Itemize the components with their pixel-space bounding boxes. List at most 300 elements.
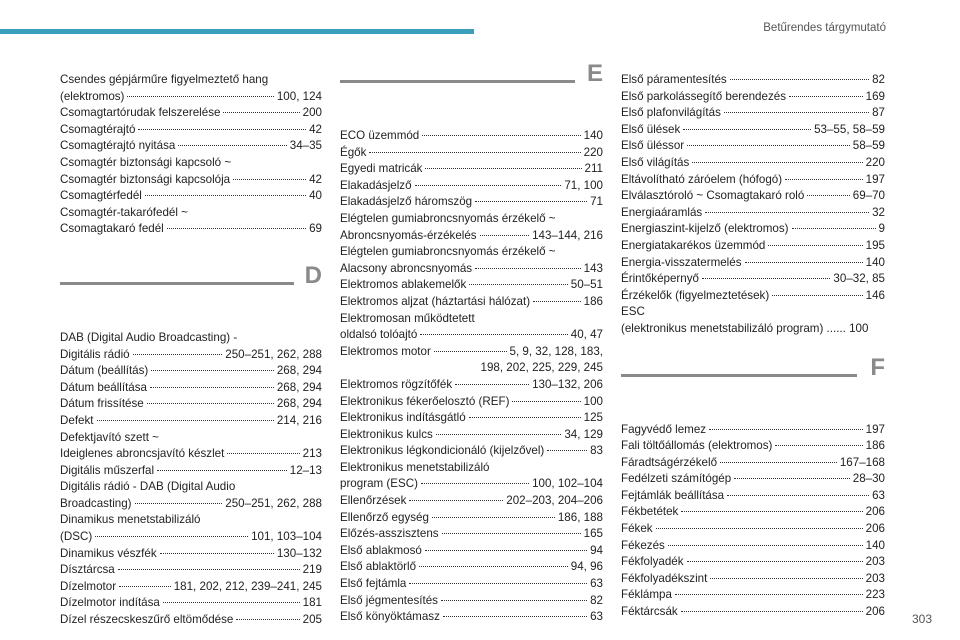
index-entry (340, 211, 603, 244)
index-entry (621, 288, 885, 305)
index-entry (60, 155, 322, 188)
entry-text: Előzés-asszisztens (340, 527, 439, 541)
entry-text: Égők (340, 145, 367, 159)
section-letter: F (870, 353, 885, 381)
leader-dots (469, 417, 581, 418)
entry-text: program (ESC) (340, 477, 418, 491)
leader-dots (127, 96, 273, 97)
page-refs: 143 (583, 261, 603, 275)
entry-line (340, 294, 603, 311)
entry-list (60, 72, 322, 238)
entry-line (60, 612, 322, 629)
page-refs: 169 (865, 89, 885, 103)
leader-dots (133, 354, 223, 355)
leader-dots (692, 162, 862, 163)
leader-dots (709, 429, 863, 430)
page-refs: 9 (878, 222, 885, 236)
page-refs: 206 (865, 505, 885, 519)
page-refs: 82 (590, 593, 603, 607)
page-refs: 223 (865, 588, 885, 602)
page-refs: 211 (584, 162, 603, 176)
index-entry (60, 363, 322, 380)
leader-dots (775, 445, 862, 446)
entry-line (60, 546, 322, 563)
entry-text: Első plafonvilágítás (621, 106, 721, 120)
leader-dots (668, 545, 863, 546)
entry-text: Első jégmentesítés (340, 593, 438, 607)
page-refs: 58–59 (852, 139, 885, 153)
page-refs: 250–251, 262, 288 (225, 347, 322, 361)
entry-line (340, 277, 603, 294)
index-entry (621, 504, 885, 521)
leader-dots (425, 550, 587, 551)
leader-dots (157, 470, 287, 471)
entry-line (340, 161, 603, 178)
entry-line (340, 377, 603, 394)
entry-text: Dízel részecskeszűrő eltömődése (60, 613, 234, 627)
entry-line (621, 271, 885, 288)
page-refs: 69 (309, 222, 322, 236)
entry-line (340, 427, 603, 444)
page-refs: 186, 188 (557, 510, 603, 524)
entry-text: Első fejtámla (340, 577, 407, 591)
leader-dots (441, 600, 587, 601)
entry-line (340, 410, 603, 427)
entry-text: Dízelmotor indítása (60, 596, 160, 610)
entry-line (340, 593, 603, 610)
entry-text: Fagyvédő lemez (621, 422, 707, 436)
page-refs: 53–55, 58–59 (814, 122, 885, 136)
entry-line (621, 422, 885, 439)
page-refs: 197 (865, 422, 885, 436)
entry-text: Dinamikus vészfék (60, 546, 157, 560)
section-letter: D (304, 261, 322, 289)
leader-dots (178, 145, 286, 146)
entry-line (60, 413, 322, 430)
index-entry (60, 579, 322, 596)
index-entry (60, 546, 322, 563)
index-entry (60, 188, 322, 205)
page-refs: 202–203, 204–206 (506, 494, 603, 508)
index-entry (340, 277, 603, 294)
entry-text: Ideiglenes abroncsjavító készlet (60, 447, 225, 461)
entry-line (340, 178, 603, 195)
index-entry (340, 493, 603, 510)
entry-list (621, 72, 885, 338)
entry-line (621, 89, 885, 106)
index-entry (60, 430, 322, 463)
page-refs: 186 (865, 439, 885, 453)
entry-text: Fékfolyadékszint (621, 571, 708, 585)
index-entry (60, 380, 322, 397)
page-refs: 167–168 (839, 455, 885, 469)
index-entry (621, 89, 885, 106)
leader-dots (233, 179, 306, 180)
index-entry (340, 244, 603, 277)
entry-text: Féktárcsák (621, 605, 678, 619)
entry-text: Digitális rádió - DAB (Digital Audio (60, 480, 236, 494)
entry-text: Defektjavító szett ~ (60, 430, 159, 444)
page-refs: 143–144, 216 (532, 228, 603, 242)
entry-text: Energiaszint-kijelző (elektromos) (621, 222, 789, 236)
entry-text: Ellenőrző egység (340, 510, 429, 524)
page-refs: 94 (590, 543, 603, 557)
leader-dots (119, 586, 171, 587)
page-refs: 206 (865, 605, 885, 619)
index-entry (60, 512, 322, 545)
leader-dots (369, 152, 580, 153)
leader-dots (138, 129, 306, 130)
page-refs: 32 (872, 205, 885, 219)
index-entry (340, 593, 603, 610)
page-refs: 87 (872, 106, 885, 120)
letter-divider-d (60, 261, 322, 312)
entry-list (340, 128, 603, 626)
index-entry (60, 562, 322, 579)
entry-line (60, 396, 322, 413)
entry-line (621, 471, 885, 488)
index-entry (340, 128, 603, 145)
page-refs: 40, 47 (570, 328, 603, 342)
leader-dots (512, 401, 580, 402)
divider-rule (621, 374, 857, 377)
page-refs: 268, 294 (276, 380, 322, 394)
entry-line (60, 105, 322, 122)
page-refs: 5, 9, 32, 128, 183, (509, 344, 603, 358)
leader-dots (145, 195, 306, 196)
index-entry (621, 238, 885, 255)
entry-text: Fedélzeti számítógép (621, 472, 732, 486)
page-refs: 94, 96 (570, 560, 603, 574)
entry-line (340, 543, 603, 560)
entry-list (60, 330, 322, 629)
entry-text: Elválasztóroló ~ Csomagtakaró roló (621, 189, 805, 203)
section-title: Betűrendes tárgymutató (763, 22, 886, 34)
entry-text: Fékek (621, 522, 653, 536)
entry-text: Elektromosan működtetett (340, 311, 475, 325)
letter-divider-f (621, 353, 885, 404)
divider-rule (60, 282, 294, 285)
entry-line (340, 261, 603, 278)
leader-dots (163, 602, 300, 603)
entry-line (621, 288, 885, 305)
page-refs: 100, 102–104 (532, 477, 603, 491)
entry-text: Elakadásjelző háromszög (340, 195, 473, 209)
entry-line (621, 138, 885, 155)
entry-line (60, 380, 322, 397)
index-entry (340, 526, 603, 543)
page-refs: 250–251, 262, 288 (225, 496, 322, 510)
entry-text: (elektromos) (60, 89, 125, 103)
entry-text: ECO üzemmód (340, 129, 420, 142)
index-entry (60, 463, 322, 480)
leader-dots (705, 212, 869, 213)
leader-dots (135, 503, 223, 504)
entry-text: Elakadásjelző (340, 178, 412, 192)
page-refs: 125 (583, 411, 603, 425)
leader-dots (730, 79, 869, 80)
entry-text: oldalsó tolóajtó (340, 328, 418, 342)
entry-list (621, 422, 885, 621)
leader-dots (236, 619, 299, 620)
entry-text: Fáradtságérzékelő (621, 455, 718, 469)
leader-dots (150, 387, 274, 388)
page-refs: 140 (865, 255, 885, 269)
entry-text: ESC (621, 305, 645, 319)
entry-text: Elektronikus indításgátló (340, 411, 466, 425)
entry-line (621, 521, 885, 538)
index-entry (340, 460, 603, 493)
index-entry (621, 554, 885, 571)
entry-line (60, 463, 322, 480)
leader-dots (167, 228, 306, 229)
entry-text: Defekt (60, 413, 94, 427)
entry-line (621, 587, 885, 604)
index-entry (621, 172, 885, 189)
entry-text: Érintőképernyő (621, 272, 699, 286)
index-entry (340, 145, 603, 162)
entry-line (340, 510, 603, 527)
entry-line (621, 255, 885, 272)
leader-dots (768, 245, 862, 246)
page-refs: 42 (309, 122, 322, 136)
entry-text: Dízelmotor (60, 579, 117, 593)
leader-dots (789, 96, 863, 97)
leader-dots (687, 561, 863, 562)
leader-dots (95, 536, 248, 537)
leader-dots (547, 450, 587, 451)
entry-text: Dátum (beállítás) (60, 364, 149, 378)
leader-dots (710, 578, 862, 579)
entry-line (621, 488, 885, 505)
index-column-3 (621, 72, 885, 621)
entry-text: Elektronikus kulcs (340, 427, 433, 441)
leader-dots (772, 295, 862, 296)
entry-text: Elégtelen gumiabroncsnyomás érzékelő ~ (340, 245, 556, 259)
entry-line (621, 554, 885, 571)
index-entry (621, 471, 885, 488)
page-refs: 130–132, 206 (532, 377, 603, 391)
leader-dots (734, 478, 850, 479)
index-entry (60, 330, 322, 363)
entry-text: Elektronikus fékerőelosztó (REF) (340, 394, 510, 408)
leader-dots (475, 268, 581, 269)
index-entry (340, 609, 603, 626)
entry-text: Eltávolítható záróelem (hófogó) (621, 172, 783, 186)
entry-text: Energiaáramlás (621, 205, 703, 219)
index-entry (60, 612, 322, 629)
leader-dots (151, 370, 274, 371)
entry-text: Féklámpa (621, 588, 672, 602)
page-refs: 203 (865, 555, 885, 569)
page-refs: 34, 129 (564, 427, 603, 441)
entry-line (340, 194, 603, 211)
page-refs: 100, 124 (276, 89, 322, 103)
index-entry (340, 394, 603, 411)
entry-line (60, 595, 322, 612)
entry-line (60, 188, 322, 205)
entry-text: Elektronikus légkondicionáló (kijelzővel) (340, 444, 545, 458)
entry-text: (DSC) (60, 530, 93, 544)
entry-text: Első ablakmosó (340, 543, 422, 557)
header-accent-bar (0, 29, 474, 34)
page-refs-continued: 198, 202, 225, 229, 245 (480, 361, 603, 375)
page-refs: 220 (583, 145, 603, 159)
page-refs: 186 (583, 294, 603, 308)
index-entry (60, 413, 322, 430)
entry-text: Csomagtakaró fedél (60, 222, 164, 236)
leader-dots (681, 511, 862, 512)
page-refs: 140 (583, 129, 603, 142)
entry-text: Broadcasting) (60, 496, 132, 510)
entry-line (340, 327, 603, 344)
entry-text: Első üléssor (621, 139, 685, 153)
entry-line (340, 559, 603, 576)
page-refs: 82 (872, 73, 885, 86)
entry-line (621, 455, 885, 472)
index-column-1 (60, 72, 322, 629)
entry-text: Csomagtér biztonsági kapcsolója (60, 172, 231, 186)
page-refs: 219 (302, 563, 322, 577)
index-entry (340, 559, 603, 576)
leader-dots (443, 616, 587, 617)
index-entry (621, 138, 885, 155)
entry-line (60, 138, 322, 155)
page-refs: 214, 216 (276, 413, 322, 427)
index-entry (621, 488, 885, 505)
entry-line (621, 221, 885, 238)
index-entry (60, 396, 322, 413)
entry-line (621, 604, 885, 621)
page-refs: 50–51 (570, 278, 603, 292)
index-entry (621, 221, 885, 238)
entry-text: Első parkolássegítő berendezés (621, 89, 786, 103)
entry-text: Dinamikus menetstabilizáló (60, 513, 201, 527)
leader-dots (118, 569, 300, 570)
index-entry (621, 105, 885, 122)
index-entry (340, 311, 603, 344)
page-refs: 200 (302, 106, 322, 120)
entry-line (340, 128, 603, 145)
page-refs: 195 (865, 238, 885, 252)
entry-line (621, 205, 885, 222)
leader-dots (675, 594, 863, 595)
entry-text: Elektromos motor (340, 344, 431, 358)
entry-text: Alacsony abroncsnyomás (340, 261, 473, 275)
entry-text: DAB (Digital Audio Broadcasting) - (60, 330, 238, 344)
entry-line (60, 172, 322, 189)
page-refs: 268, 294 (276, 397, 322, 411)
entry-line (340, 576, 603, 593)
index-entry (621, 587, 885, 604)
entry-text: Csomagtérajtó (60, 122, 136, 136)
index-entry (621, 271, 885, 288)
index-entry (60, 595, 322, 612)
page-refs: 181 (302, 596, 322, 610)
index-entry (621, 604, 885, 621)
index-entry (340, 161, 603, 178)
entry-line (60, 221, 322, 238)
divider-rule (340, 80, 575, 83)
leader-dots (745, 262, 863, 263)
leader-dots (160, 553, 274, 554)
entry-line (60, 562, 322, 579)
page-refs: 30–32, 85 (833, 272, 885, 286)
page-refs: 69–70 (852, 189, 885, 203)
entry-text: Elektromos rögzítőfék (340, 377, 453, 391)
leader-dots (533, 301, 581, 302)
page-refs: 205 (302, 613, 322, 627)
index-entry (340, 344, 603, 377)
entry-text: (elektronikus menetstabilizáló program) ...... 100 (621, 321, 869, 335)
index-entry (621, 304, 885, 337)
index-entry (621, 255, 885, 272)
entry-text: Első világítás (621, 155, 690, 169)
entry-line (60, 89, 322, 106)
leader-dots (409, 583, 587, 584)
index-entry (621, 521, 885, 538)
index-entry (340, 576, 603, 593)
entry-line (621, 122, 885, 139)
entry-text: Dátum beállítása (60, 380, 147, 394)
leader-dots (807, 195, 849, 196)
index-entry (621, 72, 885, 89)
index-entry (621, 438, 885, 455)
page-refs: 63 (590, 610, 603, 624)
leader-dots (147, 403, 274, 404)
entry-line (621, 438, 885, 455)
entry-text: Ellenőrzések (340, 494, 407, 508)
leader-dots (792, 228, 876, 229)
leader-dots (683, 129, 811, 130)
entry-line (621, 538, 885, 555)
entry-line (340, 526, 603, 543)
page-refs: 12–13 (289, 463, 322, 477)
entry-text: Csomagtér biztonsági kapcsoló ~ (60, 155, 232, 169)
entry-text: Első páramentesítés (621, 73, 727, 86)
page-refs: 213 (302, 447, 322, 461)
page-refs: 28–30 (852, 472, 885, 486)
section-letter: E (586, 60, 603, 87)
index-entry (340, 410, 603, 427)
entry-text: Csomagtartórudak felszerelése (60, 106, 221, 120)
index-entry (340, 427, 603, 444)
entry-line (60, 446, 322, 463)
page-refs: 220 (865, 155, 885, 169)
index-entry (621, 422, 885, 439)
leader-dots (442, 533, 581, 534)
leader-dots (656, 528, 863, 529)
entry-line (621, 172, 885, 189)
entry-line (340, 493, 603, 510)
entry-text: Csomagtérfedél (60, 189, 142, 203)
leader-dots (724, 112, 869, 113)
leader-dots (421, 483, 529, 484)
entry-line (340, 145, 603, 162)
leader-dots (420, 334, 567, 335)
entry-line (60, 496, 322, 513)
leader-dots (97, 420, 274, 421)
entry-text: Energiatakarékos üzemmód (621, 238, 766, 252)
entry-line (340, 344, 603, 361)
entry-text: Fali töltőállomás (elektromos) (621, 439, 773, 453)
index-entry (60, 72, 322, 105)
leader-dots (422, 135, 580, 136)
entry-line (60, 347, 322, 364)
entry-text: Fékfolyadék (621, 555, 684, 569)
entry-text: Abroncsnyomás-érzékelés (340, 228, 477, 242)
entry-text: Egyedi matricák (340, 162, 423, 176)
